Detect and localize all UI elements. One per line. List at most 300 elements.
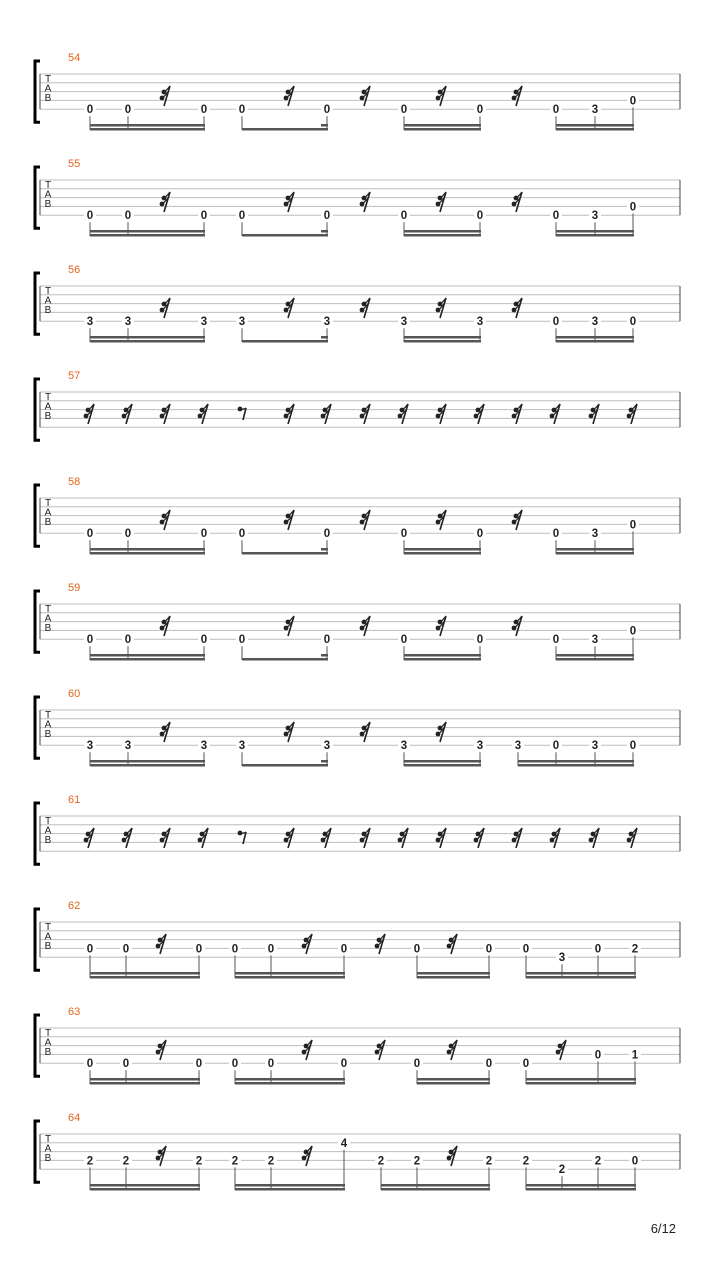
beam-secondary <box>404 336 481 339</box>
tab-clef-letter: A <box>44 1037 52 1049</box>
beam-primary <box>90 764 205 767</box>
tab-clef-letter: T <box>44 286 52 297</box>
fret-number: 0 <box>124 634 132 647</box>
fret-number: 0 <box>413 943 421 956</box>
fret-number: 3 <box>86 740 94 753</box>
beam-primary <box>556 658 634 661</box>
system-bracket <box>35 485 40 546</box>
tab-clef-letter: T <box>44 710 52 721</box>
sixteenth-rest-icon <box>550 828 560 848</box>
sixteenth-rest-icon <box>360 86 370 106</box>
beam-secondary <box>526 1184 636 1187</box>
tab-clef-letter: T <box>44 392 52 403</box>
fret-number: 0 <box>122 1058 130 1071</box>
fret-number: 2 <box>231 1155 239 1168</box>
fret-number: 4 <box>340 1137 348 1150</box>
sixteenth-rest-icon <box>284 86 294 106</box>
fret-number: 0 <box>86 943 94 956</box>
fret-number: 0 <box>323 528 331 541</box>
beam-primary <box>90 234 205 237</box>
sixteenth-rest-icon <box>375 934 385 954</box>
beam-primary <box>242 128 328 131</box>
beam-secondary <box>404 654 481 657</box>
beam-primary <box>417 976 490 979</box>
sixteenth-rest-icon <box>512 828 522 848</box>
tab-system-58 <box>35 476 680 555</box>
beam-secondary <box>381 1184 490 1187</box>
sixteenth-rest-icon <box>284 192 294 212</box>
fret-number: 3 <box>591 316 599 329</box>
fret-number: 3 <box>591 210 599 223</box>
system-bracket <box>35 803 40 864</box>
system-bracket <box>35 61 40 122</box>
beam-secondary <box>556 654 634 657</box>
fret-number: 2 <box>594 1155 602 1168</box>
sixteenth-rest-icon <box>436 616 446 636</box>
tab-system-63 <box>35 1006 680 1085</box>
system-bracket <box>35 379 40 440</box>
sixteenth-rest-icon <box>321 404 331 424</box>
tab-system-54 <box>35 52 680 131</box>
fret-number: 0 <box>485 1058 493 1071</box>
fret-number: 0 <box>195 943 203 956</box>
tab-system-61 <box>35 794 680 864</box>
fret-number: 0 <box>200 104 208 117</box>
tab-clef-letter: T <box>44 604 52 615</box>
tab-clef-letter: B <box>44 93 52 104</box>
fret-number: 2 <box>122 1155 130 1168</box>
sixteenth-rest-icon <box>156 1040 166 1060</box>
tab-clef-letter: A <box>44 83 52 95</box>
beam-primary <box>235 1188 345 1191</box>
beam-primary <box>242 658 328 661</box>
fret-number: 0 <box>238 104 246 117</box>
tab-clef-letter: B <box>44 623 52 634</box>
beam-secondary <box>90 972 200 975</box>
beam-primary <box>556 552 634 555</box>
fret-number: 3 <box>400 316 408 329</box>
fret-number: 0 <box>124 210 132 223</box>
fret-number: 0 <box>400 634 408 647</box>
beam-secondary <box>526 1078 636 1081</box>
tab-system-59 <box>35 582 680 661</box>
fret-number: 3 <box>591 634 599 647</box>
sixteenth-rest-icon <box>436 722 446 742</box>
tab-clef-letter: A <box>44 613 52 625</box>
fret-number: 0 <box>231 943 239 956</box>
fret-number: 3 <box>476 740 484 753</box>
tab-system-55 <box>35 158 680 237</box>
sixteenth-rest-icon <box>589 404 599 424</box>
sixteenth-rest-icon <box>398 404 408 424</box>
fret-number: 0 <box>86 1058 94 1071</box>
beam-secondary <box>556 548 634 551</box>
beam-secondary <box>417 972 490 975</box>
fret-number: 0 <box>122 943 130 956</box>
fret-number: 0 <box>552 740 560 753</box>
beam-secondary <box>404 230 481 233</box>
beam-primary <box>526 1082 636 1085</box>
sixteenth-rest-icon <box>160 510 170 530</box>
tab-clef-letter: T <box>44 498 52 509</box>
fret-number: 2 <box>377 1155 385 1168</box>
fret-number: 0 <box>594 1049 602 1062</box>
sixteenth-rest-icon <box>474 828 484 848</box>
sixteenth-rest-icon <box>160 86 170 106</box>
fret-number: 3 <box>323 740 331 753</box>
beam-primary <box>242 764 328 767</box>
fret-number: 0 <box>485 943 493 956</box>
fret-number: 0 <box>400 104 408 117</box>
fret-number: 2 <box>86 1155 94 1168</box>
sixteenth-rest-icon <box>627 828 637 848</box>
beam-primary <box>90 1082 200 1085</box>
fret-number: 0 <box>413 1058 421 1071</box>
beam-primary <box>242 340 328 343</box>
tab-clef-letter: B <box>44 1153 52 1164</box>
sixteenth-rest-icon <box>160 828 170 848</box>
sixteenth-rest-icon <box>512 192 522 212</box>
measure-number: 59 <box>68 582 81 594</box>
fret-number: 0 <box>238 634 246 647</box>
sixteenth-rest-icon <box>84 828 94 848</box>
sixteenth-rest-icon <box>284 510 294 530</box>
fret-number: 2 <box>413 1155 421 1168</box>
fret-number: 0 <box>552 210 560 223</box>
sixteenth-rest-icon <box>84 404 94 424</box>
beam-partial <box>321 760 328 763</box>
fret-number: 0 <box>323 104 331 117</box>
sixteenth-rest-icon <box>198 828 208 848</box>
sixteenth-rest-icon <box>436 828 446 848</box>
beam-primary <box>90 340 205 343</box>
measure-number: 60 <box>68 688 81 700</box>
beam-primary <box>404 552 481 555</box>
beam-primary <box>90 128 205 131</box>
sixteenth-rest-icon <box>447 1146 457 1166</box>
fret-number: 0 <box>86 634 94 647</box>
tab-clef-letter: T <box>44 816 52 827</box>
tab-clef-letter: A <box>44 1143 52 1155</box>
beam-primary <box>556 128 634 131</box>
fret-number: 3 <box>86 316 94 329</box>
system-bracket <box>35 1015 40 1076</box>
beam-primary <box>90 1188 200 1191</box>
beam-secondary <box>90 548 205 551</box>
tab-clef-letter: B <box>44 835 52 846</box>
fret-number: 0 <box>200 634 208 647</box>
fret-number: 3 <box>558 952 566 965</box>
sixteenth-rest-icon <box>360 510 370 530</box>
fret-number: 0 <box>231 1058 239 1071</box>
sixteenth-rest-icon <box>360 404 370 424</box>
fret-number: 0 <box>476 634 484 647</box>
sixteenth-rest-icon <box>284 828 294 848</box>
sixteenth-rest-icon <box>447 1040 457 1060</box>
fret-number: 0 <box>522 943 530 956</box>
sixteenth-rest-icon <box>321 828 331 848</box>
sixteenth-rest-icon <box>284 722 294 742</box>
beam-primary <box>404 340 481 343</box>
beam-primary <box>526 976 636 979</box>
beam-primary <box>242 234 328 237</box>
tab-clef-letter: A <box>44 189 52 201</box>
tab-clef-letter: A <box>44 931 52 943</box>
beam-secondary <box>404 760 481 763</box>
fret-number: 3 <box>238 316 246 329</box>
beam-primary <box>518 764 634 767</box>
tab-clef-letter: B <box>44 305 52 316</box>
beam-secondary <box>90 1184 200 1187</box>
beam-partial <box>321 124 328 127</box>
sixteenth-rest-icon <box>360 722 370 742</box>
sixteenth-rest-icon <box>447 934 457 954</box>
fret-number: 0 <box>594 943 602 956</box>
tab-clef-letter: T <box>44 1028 52 1039</box>
beam-primary <box>526 1188 636 1191</box>
sixteenth-rest-icon <box>160 192 170 212</box>
beam-secondary <box>235 1184 345 1187</box>
measure-number: 56 <box>68 264 81 276</box>
fret-number: 0 <box>631 1155 639 1168</box>
fret-number: 0 <box>629 95 637 108</box>
measure-number: 62 <box>68 900 81 912</box>
tab-clef-letter: A <box>44 719 52 731</box>
sixteenth-rest-icon <box>198 404 208 424</box>
fret-number: 0 <box>124 104 132 117</box>
beam-secondary <box>556 230 634 233</box>
fret-number: 0 <box>267 1058 275 1071</box>
beam-secondary <box>526 972 636 975</box>
tab-system-60 <box>35 688 680 767</box>
sixteenth-rest-icon <box>512 298 522 318</box>
sixteenth-rest-icon <box>589 828 599 848</box>
tab-clef-letter: B <box>44 729 52 740</box>
system-bracket <box>35 909 40 970</box>
fret-number: 3 <box>514 740 522 753</box>
fret-number: 3 <box>124 316 132 329</box>
fret-number: 0 <box>552 528 560 541</box>
fret-number: 3 <box>591 528 599 541</box>
system-bracket <box>35 273 40 334</box>
tab-clef-letter: T <box>44 1134 52 1145</box>
beam-primary <box>404 128 481 131</box>
fret-number: 3 <box>238 740 246 753</box>
measure-number: 64 <box>68 1112 81 1124</box>
fret-number: 0 <box>476 528 484 541</box>
beam-primary <box>404 234 481 237</box>
measure-number: 55 <box>68 158 81 170</box>
fret-number: 0 <box>629 316 637 329</box>
sixteenth-rest-icon <box>122 404 132 424</box>
fret-number: 0 <box>323 210 331 223</box>
sixteenth-rest-icon <box>512 510 522 530</box>
tab-clef-letter: A <box>44 507 52 519</box>
beam-primary <box>381 1188 490 1191</box>
beam-partial <box>321 336 328 339</box>
beam-secondary <box>518 760 634 763</box>
sixteenth-rest-icon <box>156 1146 166 1166</box>
fret-number: 0 <box>340 1058 348 1071</box>
tab-system-57 <box>35 370 680 440</box>
sixteenth-rest-icon <box>284 298 294 318</box>
fret-number: 0 <box>629 740 637 753</box>
fret-number: 2 <box>267 1155 275 1168</box>
sixteenth-rest-icon <box>556 1040 566 1060</box>
beam-secondary <box>90 124 205 127</box>
tab-clef-letter: B <box>44 1047 52 1058</box>
system-bracket <box>35 167 40 228</box>
fret-number: 1 <box>631 1049 639 1062</box>
sixteenth-rest-icon <box>160 404 170 424</box>
tab-system-56 <box>35 264 680 343</box>
page-number: 6/12 <box>650 1221 676 1236</box>
sixteenth-rest-icon <box>156 934 166 954</box>
measure-number: 57 <box>68 370 81 382</box>
fret-number: 0 <box>238 528 246 541</box>
beam-primary <box>235 1082 345 1085</box>
fret-number: 2 <box>485 1155 493 1168</box>
fret-number: 0 <box>552 316 560 329</box>
beam-secondary <box>90 230 205 233</box>
fret-number: 3 <box>200 740 208 753</box>
beam-primary <box>242 552 328 555</box>
fret-number: 0 <box>552 104 560 117</box>
tab-clef-letter: A <box>44 295 52 307</box>
tab-clef-letter: A <box>44 825 52 837</box>
sixteenth-rest-icon <box>360 616 370 636</box>
sixteenth-rest-icon <box>360 298 370 318</box>
fret-number: 0 <box>476 210 484 223</box>
beam-partial <box>321 548 328 551</box>
tab-clef-letter: B <box>44 411 52 422</box>
fret-number: 0 <box>629 625 637 638</box>
measure-number: 58 <box>68 476 81 488</box>
beam-primary <box>90 976 200 979</box>
beam-secondary <box>404 548 481 551</box>
fret-number: 2 <box>522 1155 530 1168</box>
fret-number: 3 <box>591 740 599 753</box>
sixteenth-rest-icon <box>375 1040 385 1060</box>
sixteenth-rest-icon <box>436 510 446 530</box>
fret-number: 2 <box>558 1164 566 1177</box>
fret-number: 2 <box>631 943 639 956</box>
sixteenth-rest-icon <box>512 404 522 424</box>
beam-primary <box>404 658 481 661</box>
beam-primary <box>556 234 634 237</box>
fret-number: 0 <box>267 943 275 956</box>
tab-clef-letter: B <box>44 941 52 952</box>
fret-number: 0 <box>522 1058 530 1071</box>
beam-primary <box>404 764 481 767</box>
fret-number: 0 <box>238 210 246 223</box>
sixteenth-rest-icon <box>436 192 446 212</box>
tab-clef-letter: A <box>44 401 52 413</box>
beam-primary <box>417 1082 490 1085</box>
sixteenth-rest-icon <box>160 722 170 742</box>
fret-number: 0 <box>476 104 484 117</box>
fret-number: 0 <box>195 1058 203 1071</box>
fret-number: 3 <box>400 740 408 753</box>
fret-number: 0 <box>200 528 208 541</box>
sixteenth-rest-icon <box>512 86 522 106</box>
beam-secondary <box>90 760 205 763</box>
fret-number: 0 <box>86 104 94 117</box>
fret-number: 0 <box>86 210 94 223</box>
tab-system-64 <box>35 1112 680 1191</box>
sixteenth-rest-icon <box>122 828 132 848</box>
beam-primary <box>235 976 345 979</box>
beam-secondary <box>417 1078 490 1081</box>
fret-number: 0 <box>629 519 637 532</box>
fret-number: 3 <box>476 316 484 329</box>
fret-number: 0 <box>124 528 132 541</box>
sixteenth-rest-icon <box>360 192 370 212</box>
measure-number: 54 <box>68 52 81 64</box>
tab-clef-letter: B <box>44 517 52 528</box>
fret-number: 2 <box>195 1155 203 1168</box>
beam-secondary <box>404 124 481 127</box>
beam-partial <box>321 654 328 657</box>
sixteenth-rest-icon <box>302 1146 312 1166</box>
sixteenth-rest-icon <box>302 1040 312 1060</box>
sixteenth-rest-icon <box>284 616 294 636</box>
beam-secondary <box>90 1078 200 1081</box>
beam-secondary <box>556 336 634 339</box>
fret-number: 3 <box>124 740 132 753</box>
system-bracket <box>35 1121 40 1182</box>
sixteenth-rest-icon <box>474 404 484 424</box>
sixteenth-rest-icon <box>436 404 446 424</box>
tab-clef-letter: T <box>44 922 52 933</box>
sixteenth-rest-icon <box>512 616 522 636</box>
fret-number: 0 <box>200 210 208 223</box>
beam-primary <box>556 340 634 343</box>
fret-number: 0 <box>323 634 331 647</box>
tab-clef-letter: B <box>44 199 52 210</box>
sixteenth-rest-icon <box>160 298 170 318</box>
tab-clef-letter: T <box>44 180 52 191</box>
sixteenth-rest-icon <box>302 934 312 954</box>
sixteenth-rest-icon <box>436 86 446 106</box>
sixteenth-rest-icon <box>550 404 560 424</box>
fret-number: 3 <box>323 316 331 329</box>
fret-number: 3 <box>591 104 599 117</box>
sixteenth-rest-icon <box>436 298 446 318</box>
fret-number: 0 <box>86 528 94 541</box>
beam-partial <box>321 230 328 233</box>
measure-number: 63 <box>68 1006 81 1018</box>
fret-number: 0 <box>629 201 637 214</box>
beam-secondary <box>556 124 634 127</box>
fret-number: 0 <box>552 634 560 647</box>
beam-primary <box>90 658 205 661</box>
beam-secondary <box>90 654 205 657</box>
beam-secondary <box>235 972 345 975</box>
sixteenth-rest-icon <box>627 404 637 424</box>
sixteenth-rest-icon <box>398 828 408 848</box>
system-bracket <box>35 697 40 758</box>
fret-number: 0 <box>400 528 408 541</box>
beam-secondary <box>90 336 205 339</box>
fret-number: 3 <box>200 316 208 329</box>
fret-number: 0 <box>340 943 348 956</box>
measure-number: 61 <box>68 794 81 806</box>
sixteenth-rest-icon <box>284 404 294 424</box>
sixteenth-rest-icon <box>160 616 170 636</box>
system-bracket <box>35 591 40 652</box>
fret-number: 0 <box>400 210 408 223</box>
